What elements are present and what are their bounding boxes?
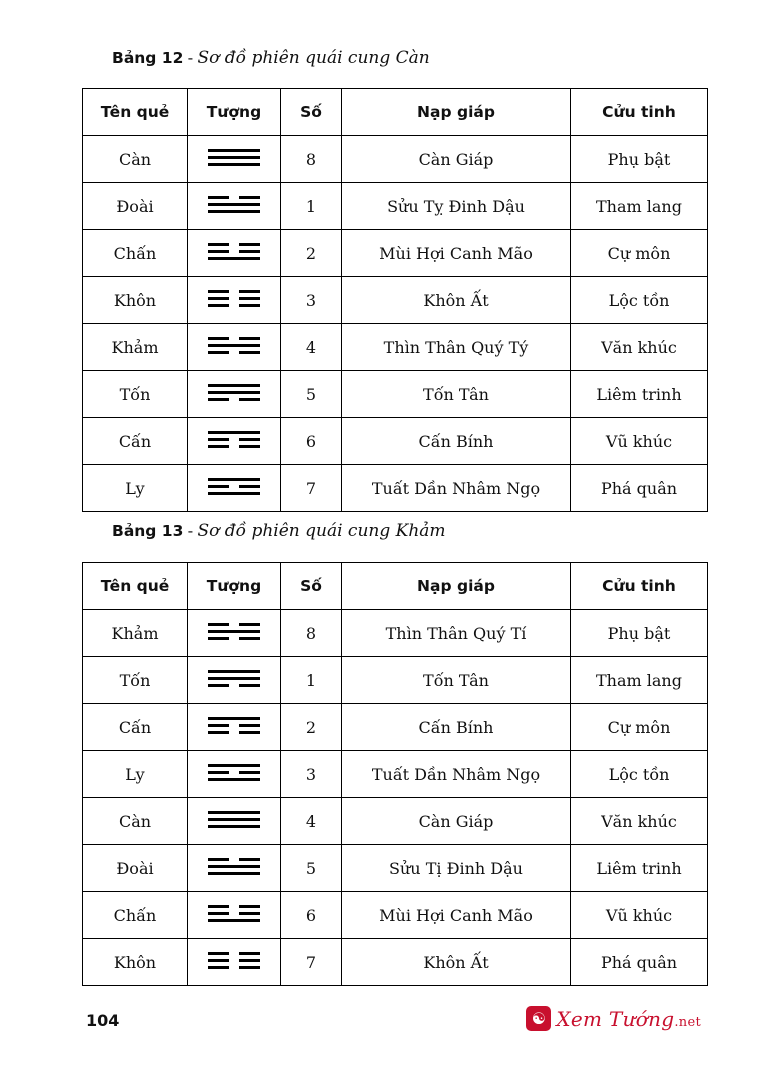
cell-nap-giap: Sửu Tị Đinh Dậu bbox=[342, 845, 571, 892]
cell-so: 3 bbox=[281, 277, 342, 324]
trigram-line-broken bbox=[208, 952, 260, 955]
cell-cuu-tinh: Vũ khúc bbox=[571, 892, 708, 939]
trigram-line-solid bbox=[208, 825, 260, 828]
header-nap-giap: Nạp giáp bbox=[342, 89, 571, 136]
cell-cuu-tinh: Vũ khúc bbox=[571, 418, 708, 465]
caption-title: Sơ đồ phiên quái cung Càn bbox=[197, 48, 430, 68]
table-row bbox=[83, 465, 708, 512]
cell-nap-giap: Sửu Tỵ Đinh Dậu bbox=[342, 183, 571, 230]
trigram-icon bbox=[188, 277, 281, 324]
trigram-line-broken bbox=[208, 196, 260, 199]
table-body bbox=[83, 136, 708, 512]
trigram-line-broken bbox=[208, 771, 260, 774]
trigram-line-broken bbox=[208, 243, 260, 246]
cell-cuu-tinh: Cự môn bbox=[571, 230, 708, 277]
cell-ten-que: Chấn bbox=[83, 230, 188, 277]
table-header-row bbox=[83, 89, 708, 136]
table-row bbox=[83, 657, 708, 704]
table-row bbox=[83, 939, 708, 986]
cell-so: 7 bbox=[281, 939, 342, 986]
cell-so: 2 bbox=[281, 704, 342, 751]
header-cuu-tinh: Cửu tinh bbox=[571, 89, 708, 136]
trigram-icon bbox=[188, 183, 281, 230]
cell-ten-que: Ly bbox=[83, 751, 188, 798]
table-row bbox=[83, 136, 708, 183]
table-row bbox=[83, 371, 708, 418]
cell-cuu-tinh: Tham lang bbox=[571, 657, 708, 704]
table-row bbox=[83, 324, 708, 371]
trigram-line-solid bbox=[208, 670, 260, 673]
trigram-line-broken bbox=[208, 438, 260, 441]
cell-cuu-tinh: Liêm trinh bbox=[571, 845, 708, 892]
cell-nap-giap: Tốn Tân bbox=[342, 371, 571, 418]
table-row bbox=[83, 845, 708, 892]
watermark-name: Xem Tướng bbox=[556, 1006, 675, 1031]
table-body bbox=[83, 610, 708, 986]
cell-so: 2 bbox=[281, 230, 342, 277]
trigram-icon bbox=[188, 230, 281, 277]
cell-ten-que: Tốn bbox=[83, 657, 188, 704]
page-number: 104 bbox=[86, 1011, 120, 1030]
cell-ten-que: Khôn bbox=[83, 939, 188, 986]
cell-nap-giap: Mùi Hợi Canh Mão bbox=[342, 892, 571, 939]
caption-label: Bảng 13 bbox=[112, 522, 184, 540]
cell-ten-que: Đoài bbox=[83, 845, 188, 892]
header-nap-giap: Nạp giáp bbox=[342, 563, 571, 610]
trigram-line-broken bbox=[208, 351, 260, 354]
cell-nap-giap: Tốn Tân bbox=[342, 657, 571, 704]
caption-label: Bảng 12 bbox=[112, 49, 184, 67]
table-caption-1 bbox=[112, 48, 430, 68]
cell-nap-giap: Tuất Dần Nhâm Ngọ bbox=[342, 751, 571, 798]
trigram-icon bbox=[188, 845, 281, 892]
trigram-line-solid bbox=[208, 778, 260, 781]
cell-cuu-tinh: Phụ bật bbox=[571, 136, 708, 183]
cell-ten-que: Khôn bbox=[83, 277, 188, 324]
cell-cuu-tinh: Văn khúc bbox=[571, 324, 708, 371]
yin-yang-icon: ☯ bbox=[526, 1006, 551, 1031]
table-row bbox=[83, 230, 708, 277]
trigram-line-broken bbox=[208, 290, 260, 293]
cell-so: 8 bbox=[281, 610, 342, 657]
table-row bbox=[83, 751, 708, 798]
trigram-line-solid bbox=[208, 865, 260, 868]
trigram-line-solid bbox=[208, 344, 260, 347]
table-row bbox=[83, 183, 708, 230]
trigram-line-broken bbox=[208, 250, 260, 253]
cell-ten-que: Cấn bbox=[83, 418, 188, 465]
trigram-line-broken bbox=[208, 445, 260, 448]
cell-nap-giap: Càn Giáp bbox=[342, 136, 571, 183]
caption-dash: - bbox=[187, 49, 194, 67]
cell-so: 4 bbox=[281, 798, 342, 845]
cell-nap-giap: Thìn Thân Quý Tí bbox=[342, 610, 571, 657]
trigram-line-solid bbox=[208, 630, 260, 633]
trigram-icon bbox=[188, 324, 281, 371]
cell-ten-que: Càn bbox=[83, 136, 188, 183]
cell-cuu-tinh: Cự môn bbox=[571, 704, 708, 751]
cell-so: 5 bbox=[281, 845, 342, 892]
trigram-line-broken bbox=[208, 731, 260, 734]
watermark-tld: .net bbox=[674, 1014, 701, 1030]
cell-ten-que: Tốn bbox=[83, 371, 188, 418]
cell-so: 1 bbox=[281, 183, 342, 230]
trigram-icon bbox=[188, 751, 281, 798]
cell-nap-giap: Khôn Ất bbox=[342, 277, 571, 324]
header-ten-que: Tên quẻ bbox=[83, 89, 188, 136]
cell-ten-que: Càn bbox=[83, 798, 188, 845]
trigram-line-broken bbox=[208, 623, 260, 626]
trigram-icon bbox=[188, 704, 281, 751]
watermark-text bbox=[556, 1007, 701, 1031]
header-cuu-tinh: Cửu tinh bbox=[571, 563, 708, 610]
cell-so: 4 bbox=[281, 324, 342, 371]
table-row bbox=[83, 418, 708, 465]
cell-cuu-tinh: Tham lang bbox=[571, 183, 708, 230]
cell-so: 3 bbox=[281, 751, 342, 798]
trigram-line-solid bbox=[208, 163, 260, 166]
trigram-line-solid bbox=[208, 872, 260, 875]
cell-nap-giap: Càn Giáp bbox=[342, 798, 571, 845]
table-row bbox=[83, 892, 708, 939]
trigram-line-broken bbox=[208, 858, 260, 861]
cell-ten-que: Đoài bbox=[83, 183, 188, 230]
table-row bbox=[83, 277, 708, 324]
trigram-line-broken bbox=[208, 297, 260, 300]
table-bang-13 bbox=[82, 562, 708, 986]
trigram-line-solid bbox=[208, 492, 260, 495]
cell-ten-que: Khảm bbox=[83, 610, 188, 657]
trigram-line-solid bbox=[208, 431, 260, 434]
trigram-line-solid bbox=[208, 478, 260, 481]
trigram-icon bbox=[188, 798, 281, 845]
table-header-row bbox=[83, 563, 708, 610]
trigram-icon bbox=[188, 418, 281, 465]
cell-ten-que: Khảm bbox=[83, 324, 188, 371]
trigram-line-broken bbox=[208, 724, 260, 727]
trigram-icon bbox=[188, 657, 281, 704]
trigram-icon bbox=[188, 465, 281, 512]
trigram-line-solid bbox=[208, 818, 260, 821]
cell-nap-giap: Tuất Dần Nhâm Ngọ bbox=[342, 465, 571, 512]
trigram-line-broken bbox=[208, 337, 260, 340]
cell-ten-que: Chấn bbox=[83, 892, 188, 939]
trigram-line-solid bbox=[208, 203, 260, 206]
cell-so: 1 bbox=[281, 657, 342, 704]
trigram-icon bbox=[188, 371, 281, 418]
header-so: Số bbox=[281, 89, 342, 136]
trigram-line-solid bbox=[208, 717, 260, 720]
trigram-line-solid bbox=[208, 677, 260, 680]
table-caption-2 bbox=[112, 521, 446, 541]
cell-so: 6 bbox=[281, 418, 342, 465]
header-tuong: Tượng bbox=[188, 89, 281, 136]
table-row bbox=[83, 704, 708, 751]
trigram-icon bbox=[188, 892, 281, 939]
trigram-line-solid bbox=[208, 156, 260, 159]
trigram-line-broken bbox=[208, 905, 260, 908]
cell-ten-que: Ly bbox=[83, 465, 188, 512]
trigram-line-broken bbox=[208, 959, 260, 962]
cell-ten-que: Cấn bbox=[83, 704, 188, 751]
trigram-line-broken bbox=[208, 398, 260, 401]
cell-so: 5 bbox=[281, 371, 342, 418]
trigram-icon bbox=[188, 939, 281, 986]
caption-dash: - bbox=[187, 522, 194, 540]
trigram-line-broken bbox=[208, 304, 260, 307]
cell-cuu-tinh: Lộc tồn bbox=[571, 277, 708, 324]
cell-cuu-tinh: Phá quân bbox=[571, 939, 708, 986]
cell-cuu-tinh: Phá quân bbox=[571, 465, 708, 512]
trigram-line-broken bbox=[208, 485, 260, 488]
cell-nap-giap: Khôn Ất bbox=[342, 939, 571, 986]
cell-so: 8 bbox=[281, 136, 342, 183]
cell-nap-giap: Cấn Bính bbox=[342, 418, 571, 465]
cell-so: 6 bbox=[281, 892, 342, 939]
trigram-line-solid bbox=[208, 210, 260, 213]
header-tuong: Tượng bbox=[188, 563, 281, 610]
cell-nap-giap: Thìn Thân Quý Tý bbox=[342, 324, 571, 371]
trigram-line-broken bbox=[208, 966, 260, 969]
cell-nap-giap: Cấn Bính bbox=[342, 704, 571, 751]
cell-so: 7 bbox=[281, 465, 342, 512]
header-ten-que: Tên quẻ bbox=[83, 563, 188, 610]
caption-title: Sơ đồ phiên quái cung Khảm bbox=[197, 521, 446, 541]
trigram-line-solid bbox=[208, 811, 260, 814]
trigram-line-solid bbox=[208, 391, 260, 394]
trigram-line-solid bbox=[208, 149, 260, 152]
trigram-line-solid bbox=[208, 764, 260, 767]
trigram-line-solid bbox=[208, 919, 260, 922]
trigram-line-solid bbox=[208, 257, 260, 260]
table-row bbox=[83, 798, 708, 845]
trigram-icon bbox=[188, 136, 281, 183]
trigram-line-broken bbox=[208, 637, 260, 640]
trigram-line-broken bbox=[208, 684, 260, 687]
cell-cuu-tinh: Lộc tồn bbox=[571, 751, 708, 798]
table-bang-12 bbox=[82, 88, 708, 512]
trigram-line-broken bbox=[208, 912, 260, 915]
trigram-line-solid bbox=[208, 384, 260, 387]
watermark bbox=[526, 1006, 701, 1031]
cell-cuu-tinh: Văn khúc bbox=[571, 798, 708, 845]
trigram-icon bbox=[188, 610, 281, 657]
table-row bbox=[83, 610, 708, 657]
header-so: Số bbox=[281, 563, 342, 610]
cell-nap-giap: Mùi Hợi Canh Mão bbox=[342, 230, 571, 277]
cell-cuu-tinh: Liêm trinh bbox=[571, 371, 708, 418]
cell-cuu-tinh: Phụ bật bbox=[571, 610, 708, 657]
